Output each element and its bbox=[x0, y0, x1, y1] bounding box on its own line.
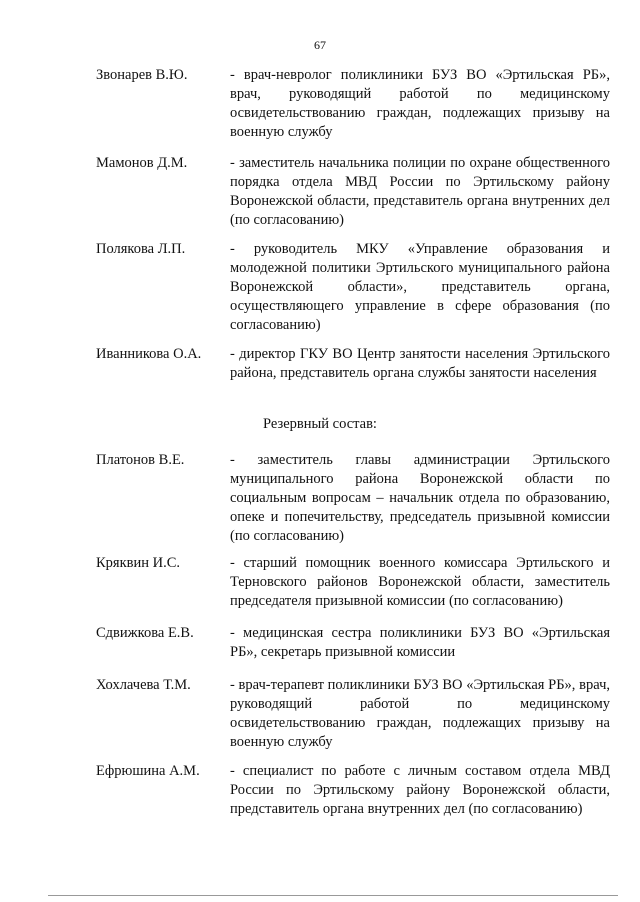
member-description: - руководитель МКУ «Управление образования и молодежной политики Эртильского муниципального района Воронежской области», представитель органа, осуществляющего управление в сфере образования (по согласованию) bbox=[230, 241, 610, 333]
member-description: - старший помощник военного комиссара Эртильского и Терновского районов Воронежской области, заместитель председателя призывной комиссии (по согласованию) bbox=[230, 555, 610, 609]
member-name: Иванникова О.А. bbox=[96, 346, 202, 362]
member-description: - врач-невролог поликлиники БУЗ ВО «Эртильская РБ», врач, руководящий работой по медицинскому освидетельствованию граждан, подлежащих призыву на военную службу bbox=[230, 67, 610, 140]
member-description: - заместитель начальника полиции по охране общественного порядка отдела МВД России по Эртильскому району Воронежской области, представитель органа внутренних дел (по согласованию) bbox=[230, 155, 610, 228]
member-name: Кряквин И.С. bbox=[96, 555, 181, 571]
member-description: - заместитель главы администрации Эртильского муниципального района Воронежской области по социальным вопросам – начальник отдела по образованию, опеке и попечительству, председатель призывной комиссии (по согласованию) bbox=[230, 452, 610, 544]
bottom-divider bbox=[48, 895, 618, 896]
member-name: Платонов В.Е. bbox=[96, 452, 185, 468]
member-name: Хохлачева Т.М. bbox=[96, 677, 191, 693]
page-number: 67 bbox=[314, 38, 326, 52]
member-name: Ефрюшина А.М. bbox=[96, 763, 200, 779]
member-name: Звонарев В.Ю. bbox=[96, 67, 188, 83]
member-description: - врач-терапевт поликлиники БУЗ ВО «Эртильская РБ», врач, руководящий работой по медицинскому освидетельствованию граждан, подлежащих призыву на военную службу bbox=[230, 677, 610, 750]
member-description: - специалист по работе с личным составом отдела МВД России по Эртильскому району Воронежской области, представитель органа внутренних дел (по согласованию) bbox=[230, 763, 610, 817]
member-description: - медицинская сестра поликлиники БУЗ ВО «Эртильская РБ», секретарь призывной комиссии bbox=[230, 625, 610, 660]
member-name: Мамонов Д.М. bbox=[96, 155, 188, 171]
member-description: - директор ГКУ ВО Центр занятости населения Эртильского района, представитель органа службы занятости населения bbox=[230, 346, 610, 381]
reserve-heading: Резервный состав: bbox=[263, 416, 377, 432]
member-name: Полякова Л.П. bbox=[96, 241, 186, 257]
member-name: Сдвижкова Е.В. bbox=[96, 625, 194, 641]
